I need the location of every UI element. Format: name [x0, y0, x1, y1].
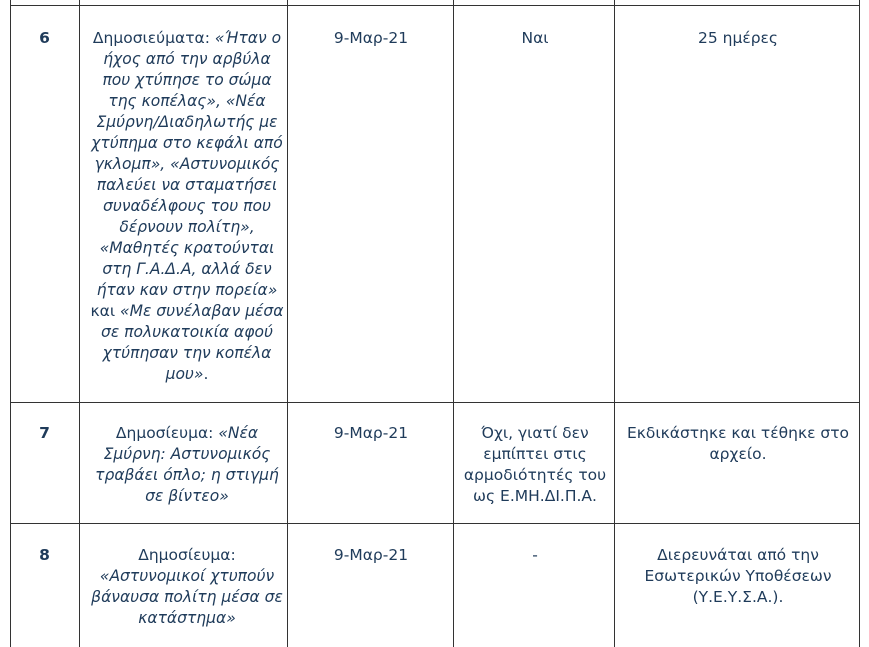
competence-cell: - [532, 546, 538, 564]
column-divider [79, 0, 80, 647]
row-divider [10, 402, 860, 403]
publication-title: «Ήταν ο ήχος από την αρβύλα που χτύπησε το σώμα της κοπέλας», «Νέα Σμύρνη/Διαδηλωτής με χτύπημα στο κεφάλι από γκλομπ», «Αστυνομικός παλεύει να σταματήσει συναδέλφους του που δέρνουν πολίτη», «Μαθητές κρατούνται στη Γ.Α.Δ.Α, αλλά δεν ήταν καν στην πορεία» [91, 29, 283, 299]
publication-label: Δημοσίευμα: [115, 424, 219, 442]
publication-title: «Με συνέλαβαν μέσα σε πολυκατοικία αφού χτύπησαν την κοπέλα μου» [101, 302, 284, 383]
competence-cell: Όχι, γιατί δεν εμπίπτει στις αρμοδιότητές του ως Ε.ΜΗ.ΔΙ.Π.Α. [463, 424, 607, 505]
publication-cell [87, 28, 287, 385]
row-number: 6 [39, 29, 50, 47]
row-number: 7 [39, 424, 50, 442]
date-cell: 9-Μαρ-21 [333, 424, 409, 442]
publication-cell [87, 423, 287, 507]
publication-cell [87, 545, 287, 629]
publication-suffix: . [203, 365, 209, 383]
date-cell: 9-Μαρ-21 [333, 29, 409, 47]
competence-cell: Ναι [521, 29, 549, 47]
status-cell: 25 ημέρες [697, 29, 779, 47]
publication-title: «Αστυνομικοί χτυπούν βάναυσα πολίτη μέσα σε κατάστημα» [91, 567, 283, 627]
status-cell: Εκδικάστηκε και τέθηκε στο αρχείο. [626, 424, 850, 463]
publication-label: Δημοσιεύματα: [92, 29, 215, 47]
status-cell: Διερευνάται από την Εσωτερικών Υποθέσεων (Υ.Ε.Υ.Σ.Α.). [644, 546, 832, 606]
publication-joiner: και [90, 302, 121, 320]
column-divider [453, 0, 454, 647]
row-number: 8 [39, 546, 50, 564]
publication-label: Δημοσίευμα: [138, 546, 236, 564]
publication-title: «Νέα Σμύρνη: Αστυνομικός τραβάει όπλο; η στιγμή σε βίντεο» [95, 424, 279, 505]
column-divider [287, 0, 288, 647]
date-cell: 9-Μαρ-21 [333, 546, 409, 564]
row-divider [10, 523, 860, 524]
row-divider [10, 5, 860, 6]
